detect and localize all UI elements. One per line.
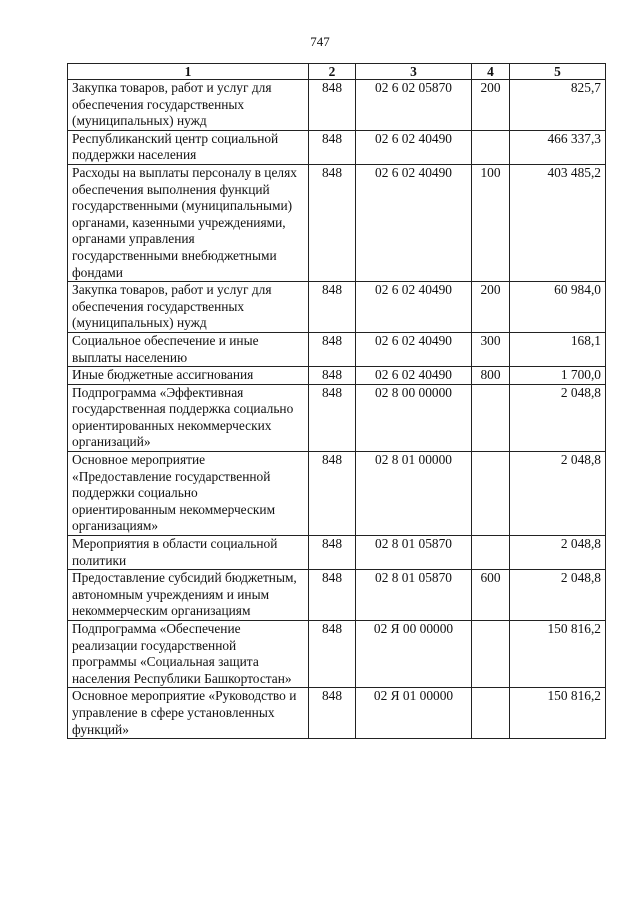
row-type: [472, 130, 510, 164]
row-amount: 2 048,8: [510, 384, 606, 451]
table-row: [68, 80, 606, 131]
row-article: 02 8 01 05870: [356, 570, 472, 621]
row-name: Основное мероприятие «Предоставление государственной поддержки социально ориентированным некоммерческим организациям»: [68, 452, 309, 536]
row-type: 800: [472, 367, 510, 385]
row-type: [472, 452, 510, 536]
table-row: [68, 332, 606, 366]
row-article: 02 6 02 05870: [356, 80, 472, 131]
row-amount: 2 048,8: [510, 452, 606, 536]
row-type: [472, 384, 510, 451]
row-code: 848: [309, 570, 356, 621]
table-row: [68, 688, 606, 739]
table-header-row: [68, 64, 606, 80]
row-name: Иные бюджетные ассигнования: [68, 367, 309, 385]
row-type: [472, 536, 510, 570]
table-row: [68, 621, 606, 688]
row-code: 848: [309, 688, 356, 739]
row-amount: 2 048,8: [510, 536, 606, 570]
row-code: 848: [309, 130, 356, 164]
column-header-4: 4: [472, 64, 510, 80]
row-article: 02 6 02 40490: [356, 282, 472, 333]
row-code: 848: [309, 536, 356, 570]
row-article: 02 8 01 05870: [356, 536, 472, 570]
table-row: [68, 164, 606, 281]
row-type: 600: [472, 570, 510, 621]
row-article: 02 Я 00 00000: [356, 621, 472, 688]
page-number: 747: [310, 34, 330, 49]
row-type: [472, 621, 510, 688]
row-amount: 2 048,8: [510, 570, 606, 621]
column-header-1: 1: [68, 64, 309, 80]
row-name: Мероприятия в области социальной политики: [68, 536, 309, 570]
row-amount: 168,1: [510, 332, 606, 366]
row-article: 02 6 02 40490: [356, 130, 472, 164]
table-row: [68, 130, 606, 164]
column-header-2: 2: [309, 64, 356, 80]
row-amount: 1 700,0: [510, 367, 606, 385]
row-code: 848: [309, 452, 356, 536]
row-code: 848: [309, 384, 356, 451]
row-name: Закупка товаров, работ и услуг для обеспечения государственных (муниципальных) нужд: [68, 80, 309, 131]
row-name: Предоставление субсидий бюджетным, автономным учреждениям и иным некоммерческим организациям: [68, 570, 309, 621]
table-row: [68, 367, 606, 385]
row-amount: 403 485,2: [510, 164, 606, 281]
row-code: 848: [309, 80, 356, 131]
row-type: 100: [472, 164, 510, 281]
column-header-5: 5: [510, 64, 606, 80]
column-header-3: 3: [356, 64, 472, 80]
table-row: [68, 452, 606, 536]
row-article: 02 6 02 40490: [356, 367, 472, 385]
row-article: 02 8 00 00000: [356, 384, 472, 451]
row-name: Расходы на выплаты персоналу в целях обеспечения выполнения функций государственными (муниципальными) органами, казенными учреждениями, органами управления государственными внебюджетными фондами: [68, 164, 309, 281]
row-code: 848: [309, 332, 356, 366]
row-article: 02 6 02 40490: [356, 164, 472, 281]
row-name: Закупка товаров, работ и услуг для обеспечения государственных (муниципальных) нужд: [68, 282, 309, 333]
row-amount: 150 816,2: [510, 688, 606, 739]
row-name: Подпрограмма «Эффективная государственная поддержка социально ориентированных некоммерческих организаций»: [68, 384, 309, 451]
row-amount: 150 816,2: [510, 621, 606, 688]
row-article: 02 8 01 00000: [356, 452, 472, 536]
row-amount: 60 984,0: [510, 282, 606, 333]
table-row: [68, 384, 606, 451]
table-row: [68, 536, 606, 570]
row-amount: 466 337,3: [510, 130, 606, 164]
row-type: 300: [472, 332, 510, 366]
row-code: 848: [309, 164, 356, 281]
row-name: Подпрограмма «Обеспечение реализации государственной программы «Социальная защита населения Республики Башкортостан»: [68, 621, 309, 688]
budget-table: [67, 63, 606, 739]
table-row: [68, 570, 606, 621]
row-article: 02 Я 01 00000: [356, 688, 472, 739]
table-row: [68, 282, 606, 333]
row-name: Республиканский центр социальной поддержки населения: [68, 130, 309, 164]
row-article: 02 6 02 40490: [356, 332, 472, 366]
row-code: 848: [309, 282, 356, 333]
row-amount: 825,7: [510, 80, 606, 131]
row-name: Социальное обеспечение и иные выплаты населению: [68, 332, 309, 366]
row-type: 200: [472, 80, 510, 131]
row-code: 848: [309, 367, 356, 385]
row-name: Основное мероприятие «Руководство и управление в сфере установленных функций»: [68, 688, 309, 739]
row-type: 200: [472, 282, 510, 333]
row-code: 848: [309, 621, 356, 688]
row-type: [472, 688, 510, 739]
